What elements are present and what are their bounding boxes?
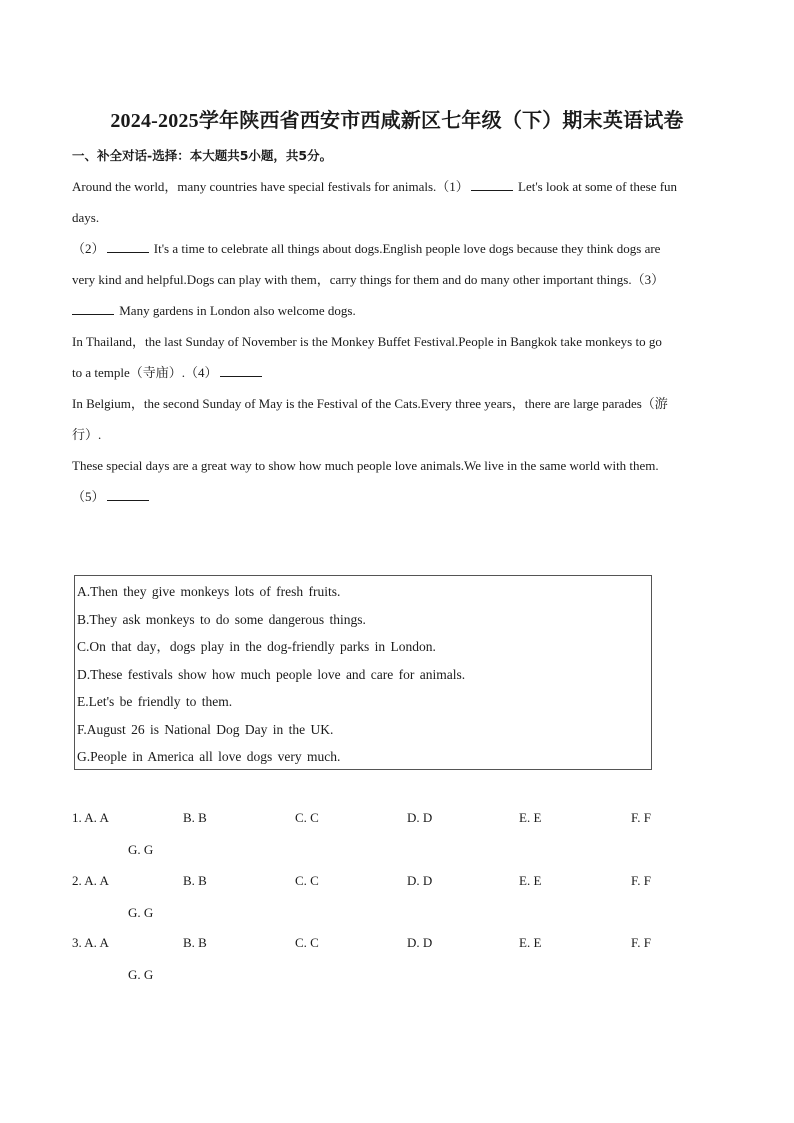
option-f: F.August 26 is National Dog Day in the UK.	[77, 721, 334, 737]
choice-b[interactable]: B. B	[183, 810, 207, 825]
choice-d[interactable]: D. D	[407, 935, 433, 950]
choice-f[interactable]: F. F	[631, 935, 651, 950]
choice-g[interactable]: G. G	[128, 842, 154, 857]
passage-line: （2） It's a time to celebrate all things about dogs.English people love dogs because they think dogs are	[72, 233, 720, 264]
option-b: B.They ask monkeys to do some dangerous things.	[77, 611, 366, 627]
passage-line: very kind and helpful.Dogs can play with them，carry things for them and do many other important things.（3）	[72, 272, 665, 287]
passage-line: Many gardens in London also welcome dogs.	[72, 295, 720, 326]
choice-d[interactable]: D. D	[407, 810, 433, 825]
question-3	[72, 935, 732, 997]
choice-e[interactable]: E. E	[519, 873, 542, 888]
answer-blank-1[interactable]	[471, 176, 513, 191]
passage-line: days.	[72, 210, 100, 225]
choice-a[interactable]: 1. A. A	[72, 810, 109, 825]
choice-a[interactable]: 2. A. A	[72, 873, 109, 888]
passage-line: to a temple（寺庙）.（4）	[72, 357, 720, 388]
passage-line: Around the world，many countries have special festivals for animals.（1） Let's look at some of these fun	[72, 171, 720, 202]
question-1	[72, 810, 732, 872]
choice-c[interactable]: C. C	[295, 810, 319, 825]
options-box	[74, 575, 652, 770]
choice-f[interactable]: F. F	[631, 810, 651, 825]
option-a: A.Then they give monkeys lots of fresh fruits.	[77, 584, 341, 599]
choice-g[interactable]: G. G	[128, 905, 154, 920]
answer-blank-3[interactable]	[72, 300, 114, 315]
option-d: D.These festivals show how much people love and care for animals.	[77, 666, 466, 682]
passage-line: （5）	[72, 481, 720, 512]
reading-passage	[72, 171, 720, 512]
passage-line: 行）.	[72, 427, 102, 442]
answer-blank-2[interactable]	[107, 238, 149, 253]
passage-line: These special days are a great way to show how much people love animals.We live in the same world with them.	[72, 458, 659, 473]
choice-b[interactable]: B. B	[183, 935, 207, 950]
choice-d[interactable]: D. D	[407, 873, 433, 888]
choice-g[interactable]: G. G	[128, 967, 154, 982]
page-title: 2024-2025学年陕西省西安市西咸新区七年级（下）期末英语试卷	[110, 110, 684, 132]
option-e: E.Let's be friendly to them.	[77, 694, 233, 709]
choice-f[interactable]: F. F	[631, 873, 651, 888]
choice-e[interactable]: E. E	[519, 810, 542, 825]
choice-b[interactable]: B. B	[183, 873, 207, 888]
choice-c[interactable]: C. C	[295, 873, 319, 888]
option-c: C.On that day，dogs play in the dog-friendly parks in London.	[77, 639, 436, 654]
question-2	[72, 873, 732, 935]
choice-c[interactable]: C. C	[295, 935, 319, 950]
passage-line: In Belgium，the second Sunday of May is the Festival of the Cats.Every three years，there are large parades（游	[72, 396, 668, 411]
passage-line: In Thailand，the last Sunday of November is the Monkey Buffet Festival.People in Bangkok take monkeys to go	[72, 334, 662, 349]
answer-blank-5[interactable]	[107, 486, 149, 501]
choice-e[interactable]: E. E	[519, 935, 542, 950]
option-g: G.People in America all love dogs very much.	[77, 749, 341, 764]
choice-a[interactable]: 3. A. A	[72, 935, 109, 950]
answer-blank-4[interactable]	[220, 362, 262, 377]
section-heading: 一、补全对话-选择：本大题共5小题，共5分。	[72, 148, 333, 163]
